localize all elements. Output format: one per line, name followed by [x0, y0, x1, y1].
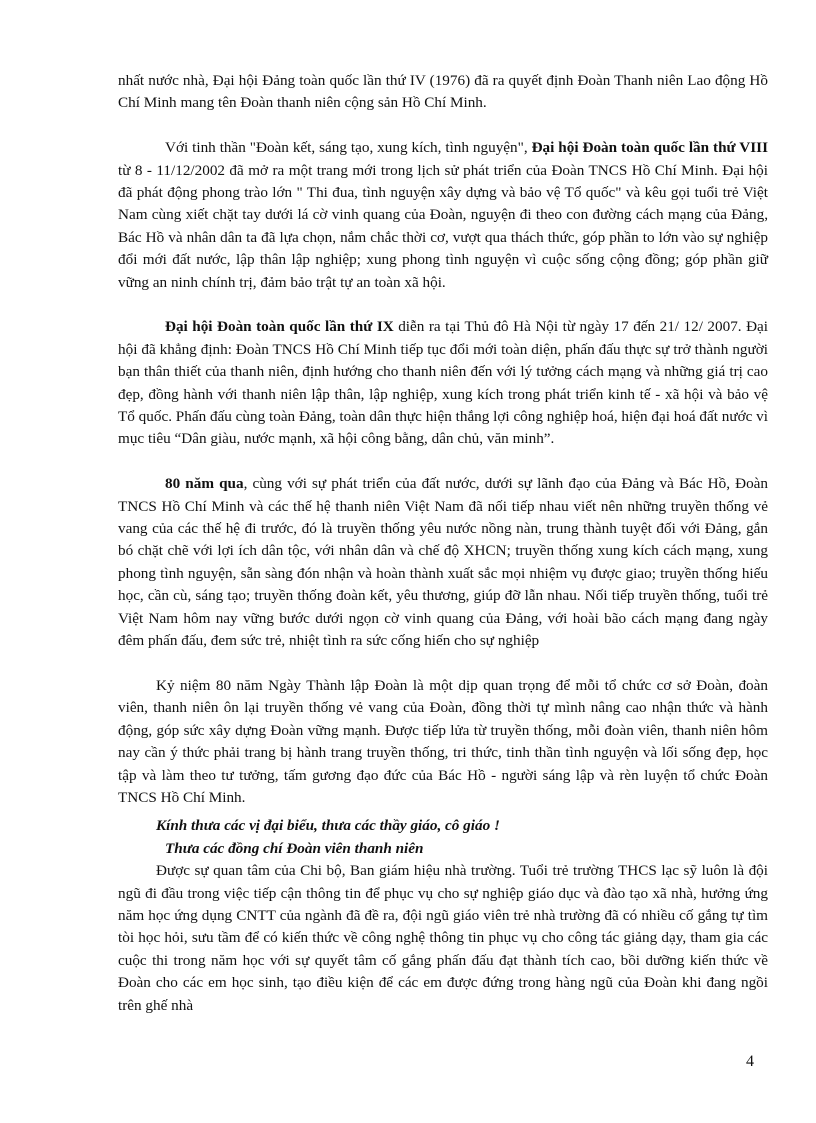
paragraph-1: nhất nước nhà, Đại hội Đảng toàn quốc lần thứ IV (1976) đã ra quyết định Đoàn Thanh niên Lao động Hồ Chí Minh mang tên Đoàn thanh niên cộng sản Hồ Chí Minh. [118, 72, 768, 112]
paragraph-2-body: từ 8 - 11/12/2002 đã mở ra một trang mới trong lịch sử phát triển của Đoàn TNCS Hồ Chí Minh. Đại hội đã phát động phong trào lớn " Thi đua, tình nguyện xây dựng và bảo vệ Tổ quốc" và kêu gọi tuổi trẻ Việt Nam cùng xiết chặt tay dưới lá cờ vinh quang của Đoàn, nguyện đi theo con đường cách mạng của Đảng, Bác Hồ và nhân dân ta đã lựa chọn, nắm chắc thời cơ, vượt qua thách thức, góp phần to lớn vào sự nghiệp đổi mới đất nước, lập thân lập nghiệp; xung phong tình nguyện vì cuộc sống cộng đồng; góp phần giữ vững an ninh chính trị, đảm bảo trật tự an toàn xã hội. [118, 161, 768, 291]
greeting-line-1: Kính thưa các vị đại biểu, thưa các thầy giáo, cô giáo ! [156, 817, 500, 835]
paragraph-2-lead: Với tinh thần "Đoàn kết, sáng tạo, xung kích, tình nguyện", [165, 139, 532, 157]
paragraph-4-bold: 80 năm qua [165, 475, 244, 493]
paragraph-3-body: diễn ra tại Thủ đô Hà Nội từ ngày 17 đến 21/ 12/ 2007. Đại hội đã khẳng định: Đoàn TNCS Hồ Chí Minh tiếp tục đổi mới toàn diện, phấn đấu thực sự trở thành người bạn thân thiết của thanh niên, định hướng cho thanh niên đến với lý tưởng cách mạng và những giá trị cao đẹp, đồng hành với thanh niên lập thân, lập nghiệp, xung kích trong phát triển kinh tế - xã hội và bảo vệ Tổ quốc. Phấn đấu cùng toàn Đảng, toàn dân thực hiện thắng lợi công nghiệp hoá, hiện đại hoá đất nước vì mục tiêu “Dân giàu, nước mạnh, xã hội công bằng, dân chủ, văn minh”. [118, 318, 768, 448]
greeting-line-2: Thưa các đồng chí Đoàn viên thanh niên [165, 839, 424, 857]
paragraph-2-bold: Đại hội Đoàn toàn quốc lần thứ VIII [531, 139, 768, 157]
paragraph-4 [118, 473, 768, 652]
paragraph-3-bold: Đại hội Đoàn toàn quốc lần thứ IX [165, 318, 394, 336]
paragraph-3 [118, 316, 768, 450]
document-page [118, 70, 768, 1017]
paragraph-4-body: , cùng với sự phát triển của đất nước, dưới sự lãnh đạo của Đảng và Bác Hồ, Đoàn TNCS Hồ Chí Minh và các thế hệ thanh niên Việt Nam đã nối tiếp nhau viết nên những truyền thống vẻ vang của các thế hệ đi trước, đó là truyền thống yêu nước nồng nàn, trung thành tuyệt đối với Đảng, gắn bó chặt chẽ với lợi ích dân tộc, với nhân dân và chế độ XHCN; truyền thống xung kích cách mạng, xung phong tình nguyện, sẵn sàng đón nhận và hoàn thành xuất sắc mọi nhiệm vụ được giao; truyền thống hiếu học, cần cù, sáng tạo; truyền thống đoàn kết, yêu thương, giúp đỡ lẫn nhau. Nối tiếp truyền thống, tuổi trẻ Việt Nam hôm nay vững bước dưới ngọn cờ vinh quang của Đảng, với hoài bão cách mạng đang ngày đêm phấn đấu, đem sức trẻ, nhiệt tình ra sức cống hiến cho sự nghiệp [118, 475, 768, 650]
paragraph-2 [118, 137, 768, 294]
paragraph-5: Kỷ niệm 80 năm Ngày Thành lập Đoàn là một dịp quan trọng để mỗi tổ chức cơ sở Đoàn, đoàn viên, thanh niên ôn lại truyền thống vẻ vang của Đoàn, đồng thời tự mình nâng cao nhận thức và hành động, góp sức xây dựng Đoàn vững mạnh. Được tiếp lửa từ truyền thống, mỗi đoàn viên, thanh niên hôm nay cần ý thức phải trang bị hành trang truyền thống, tri thức, tinh thần tình nguyện và lối sống đẹp, học tập và làm theo tư tưởng, tấm gương đạo đức của Bác Hồ - người sáng lập và rèn luyện tổ chức Đoàn TNCS Hồ Chí Minh. [118, 676, 768, 806]
page-number: 4 [746, 1053, 754, 1070]
paragraph-6: Được sự quan tâm của Chi bộ, Ban giám hiệu nhà trường. Tuổi trẻ trường THCS lạc sỹ luôn là đội ngũ đi đầu trong việc tiếp cận thông tin để phục vụ cho sự nghiệp giáo dục và đào tạo xã nhà, hưởng ứng năm học ứng dụng CNTT của ngành đã đề ra, đội ngũ giáo viên trẻ nhà trường đã có nhiều cố gắng tự tìm tòi học hỏi, sưu tầm để có kiến thức về công nghệ thông tin phục vụ cho công tác giảng dạy, tham gia các cuộc thi trong năm học với sự quyết tâm cố gắng phấn đấu đạt thành tích cao, bồi dưỡng kiến thức về Đoàn cho các em học sinh, tạo điều kiện để các em được đứng trong hàng ngũ của Đoàn khi đang ngồi trên ghế nhà [118, 862, 768, 1014]
